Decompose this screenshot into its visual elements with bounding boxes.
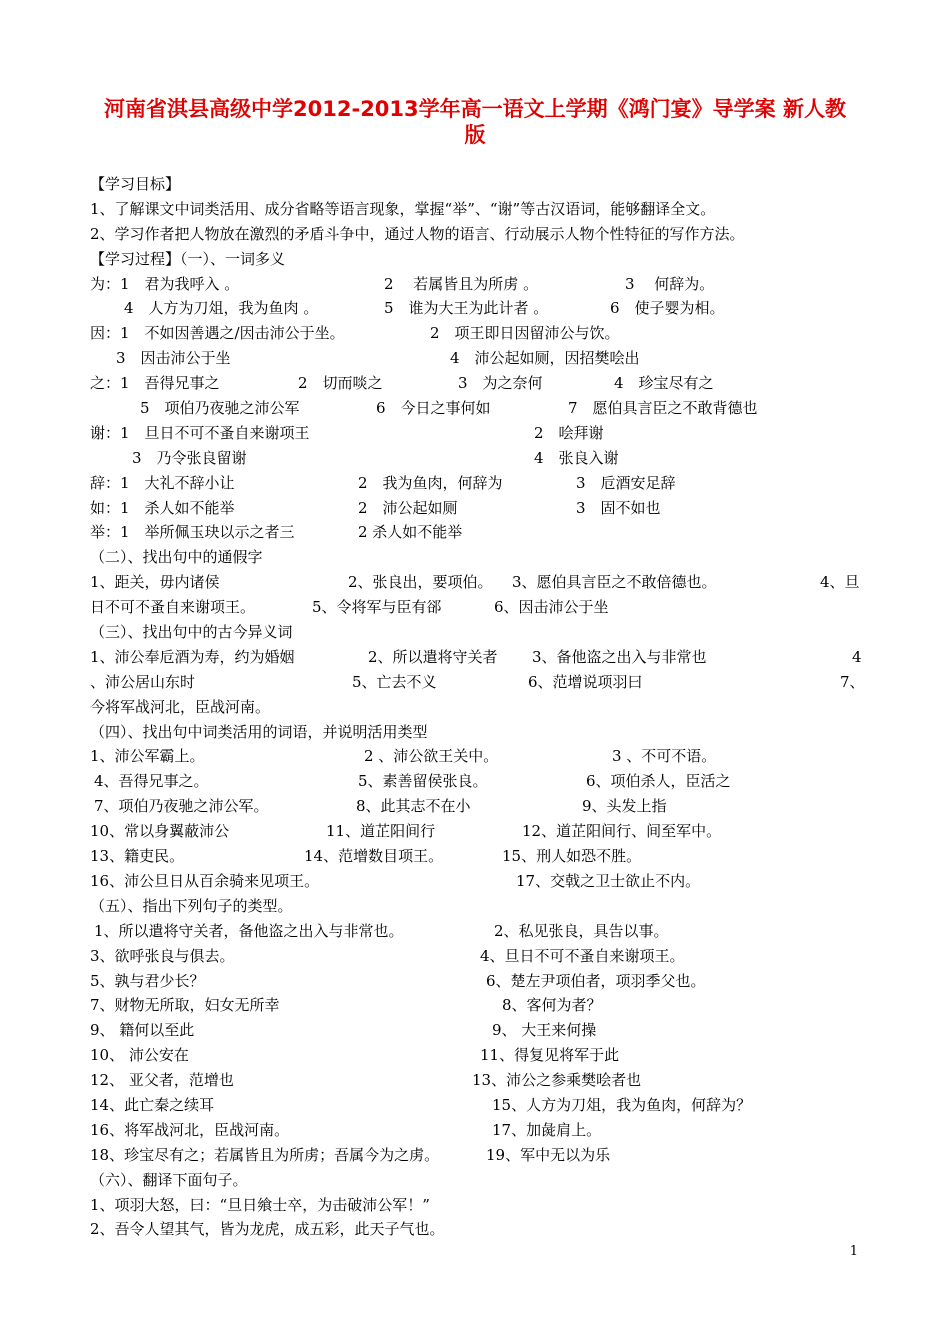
polysemy-item: 3 乃令张良留谢 bbox=[132, 448, 247, 467]
exercise-item: 11、道芷阳间行 bbox=[326, 822, 436, 841]
polysemy-item: 2 杀人如不能举 bbox=[358, 523, 463, 542]
exercise-item: 16、将军战河北，臣战河南。 bbox=[90, 1120, 290, 1139]
exercise-row bbox=[90, 1068, 862, 1093]
polysemy-row bbox=[90, 446, 862, 471]
polysemy-item: 2 切而啖之 bbox=[298, 374, 383, 393]
exercise-row bbox=[90, 819, 862, 844]
section-heading bbox=[90, 1168, 862, 1193]
polysemy-row bbox=[90, 421, 862, 446]
exercise-row bbox=[90, 670, 865, 695]
polysemy-item: 2 若属皆且为所虏 。 bbox=[384, 274, 539, 293]
exercise-item: 1、距关，毋内诸侯 bbox=[90, 573, 220, 592]
exercise-row bbox=[90, 595, 862, 620]
polysemy-row bbox=[90, 471, 862, 496]
polysemy-item: 2 哙拜谢 bbox=[534, 423, 604, 442]
polysemy-item: 3 固不如也 bbox=[576, 498, 661, 517]
exercise-item: 7、项伯乃夜驰之沛公军。 bbox=[94, 797, 269, 816]
fanyi-heading: （六）、翻译下面句子。 bbox=[90, 1170, 248, 1189]
exercise-item: 17、交戟之卫士欲止不内。 bbox=[516, 871, 701, 890]
title-line-2: 版 bbox=[464, 123, 486, 147]
exercise-row bbox=[90, 1043, 862, 1068]
exercise-item: 10、 沛公安在 bbox=[90, 1046, 189, 1065]
exercise-item: 7、 bbox=[840, 672, 865, 691]
polysemy-item: 2 沛公起如厕 bbox=[358, 498, 458, 517]
polysemy-item: 7 愿伯具言臣之不敢背德也 bbox=[568, 399, 758, 418]
polysemy-item: 为：1 君为我呼入 。 bbox=[90, 274, 240, 293]
exercise-item: 3、备他盗之出入与非常也 bbox=[532, 647, 707, 666]
exercise-item: 9、 籍何以至此 bbox=[90, 1021, 195, 1040]
exercise-item: 2、吾令人望其气，皆为龙虎，成五彩，此天子气也。 bbox=[90, 1220, 445, 1239]
polysemy-row bbox=[90, 296, 862, 321]
exercise-item: 2、张良出，要项伯。 bbox=[348, 573, 493, 592]
polysemy-row bbox=[90, 396, 862, 421]
polysemy-row bbox=[90, 371, 862, 396]
exercise-row bbox=[90, 794, 862, 819]
exercise-item: 15、刑人如恐不胜。 bbox=[502, 847, 642, 866]
exercise-item: 2、所以遣将守关者 bbox=[368, 647, 498, 666]
exercise-item: 5、素善留侯张良。 bbox=[358, 772, 488, 791]
exercise-item: 4、吾得兄事之。 bbox=[94, 772, 209, 791]
document-title bbox=[82, 96, 868, 148]
polysemy-item: 举：1 举所佩玉玦以示之者三 bbox=[90, 523, 295, 542]
polysemy-item: 6 今日之事何如 bbox=[376, 399, 491, 418]
polysemy-item: 6 使子婴为相。 bbox=[610, 299, 725, 318]
exercise-row bbox=[90, 869, 862, 894]
polysemy-item: 2 项王即日因留沛公与饮。 bbox=[430, 324, 620, 343]
section-heading bbox=[90, 894, 862, 919]
exercise-item: 日不可不蚤自来谢项王。 bbox=[90, 598, 256, 617]
polysemy-item: 谢：1 旦日不可不蚤自来谢项王 bbox=[90, 423, 310, 442]
section-heading bbox=[90, 720, 862, 745]
exercise-item: 6、项伯杀人，臣活之 bbox=[586, 772, 731, 791]
exercise-item: 17、加彘肩上。 bbox=[492, 1120, 602, 1139]
exercise-item: 13、沛公之参乘樊哙者也 bbox=[472, 1071, 642, 1090]
exercise-row bbox=[90, 645, 862, 670]
objective-1: 1、了解课文中词类活用、成分省略等语言现象，掌握“举”、“谢”等古汉语词，能够翻译全文。 bbox=[90, 199, 716, 218]
objective-line bbox=[90, 222, 862, 247]
exercise-item: 6、楚左尹项伯者，项羽季父也。 bbox=[486, 971, 706, 990]
polysemy-row bbox=[90, 496, 862, 521]
exercise-item: 9、 大王来何操 bbox=[492, 1021, 597, 1040]
exercise-item: 16、沛公旦日从百余骑来见项王。 bbox=[90, 871, 320, 890]
polysemy-row bbox=[90, 520, 862, 545]
exercise-row bbox=[90, 993, 862, 1018]
polysemy-row bbox=[90, 272, 862, 297]
exercise-row bbox=[90, 844, 862, 869]
exercise-item: 1、项羽大怒，曰：“旦日飨士卒，为击破沛公军！” bbox=[90, 1195, 430, 1214]
exercise-row bbox=[90, 944, 862, 969]
exercise-item: 12、道芷阳间行、间至军中。 bbox=[522, 822, 722, 841]
exercise-item: 11、得复见将军于此 bbox=[480, 1046, 620, 1065]
exercise-row bbox=[90, 769, 862, 794]
exercise-row bbox=[90, 1118, 862, 1143]
exercise-item: 2、私见张良，具告以事。 bbox=[494, 921, 669, 940]
exercise-row bbox=[90, 919, 862, 944]
exercise-item: 14、此亡秦之续耳 bbox=[90, 1095, 215, 1114]
exercise-item: 1、所以遣将守关者，备他盗之出入与非常也。 bbox=[94, 921, 404, 940]
exercise-item: 1、沛公军霸上。 bbox=[90, 747, 205, 766]
exercise-row bbox=[90, 1193, 862, 1218]
polysemy-item: 因：1 不如因善遇之/因击沛公于坐。 bbox=[90, 324, 345, 343]
polysemy-item: 之：1 吾得兄事之 bbox=[90, 374, 220, 393]
exercise-item: 8、客何为者？ bbox=[502, 996, 602, 1015]
polysemy-item: 4 沛公起如厕，因招樊哙出 bbox=[450, 349, 640, 368]
polysemy-item: 4 人方为刀俎，我为鱼肉 。 bbox=[124, 299, 319, 318]
page-number: 1 bbox=[849, 1244, 858, 1259]
exercise-item: 6、范增说项羽曰 bbox=[528, 672, 643, 691]
section-heading bbox=[90, 545, 862, 570]
exercise-item: 5、孰与君少长？ bbox=[90, 971, 205, 990]
exercise-row bbox=[90, 1018, 862, 1043]
polysemy-item: 2 我为鱼肉，何辞为 bbox=[358, 473, 503, 492]
exercise-item: 5、亡去不义 bbox=[352, 672, 437, 691]
jushi-heading: （五）、指出下列句子的类型。 bbox=[90, 896, 293, 915]
exercise-item: 5、令将军与臣有郤 bbox=[312, 598, 442, 617]
polysemy-item: 5 谁为大王为此计者 。 bbox=[384, 299, 549, 318]
tongjia-heading: （二）、找出句中的通假字 bbox=[90, 548, 263, 567]
exercise-item: 14、范增数目项王。 bbox=[304, 847, 444, 866]
exercise-row bbox=[90, 1217, 862, 1242]
objectives-heading-text: 【学习目标】 bbox=[90, 175, 181, 193]
polysemy-item: 3 因击沛公于坐 bbox=[116, 349, 231, 368]
exercise-row bbox=[90, 1093, 862, 1118]
exercise-row bbox=[90, 570, 862, 595]
exercise-item: 6、因击沛公于坐 bbox=[494, 598, 609, 617]
title-line-1: 河南省淇县高级中学2012-2013学年高一语文上学期《鸿门宴》导学案 新人教 bbox=[104, 97, 846, 121]
exercise-item: 4 bbox=[852, 647, 862, 666]
process-heading-text: 【学习过程】（一）、一词多义 bbox=[90, 249, 286, 268]
polysemy-item: 5 项伯乃夜驰之沛公军 bbox=[140, 399, 300, 418]
process-heading bbox=[90, 247, 862, 272]
polysemy-item: 4 张良入谢 bbox=[534, 448, 619, 467]
section-heading bbox=[90, 620, 862, 645]
exercise-item: 13、籍吏民。 bbox=[90, 847, 185, 866]
polysemy-item: 3 为之奈何 bbox=[458, 374, 543, 393]
objective-line bbox=[90, 197, 862, 222]
exercise-item: 、沛公居山东时 bbox=[90, 672, 196, 691]
polysemy-item: 4 珍宝尽有之 bbox=[614, 374, 714, 393]
exercise-row bbox=[90, 744, 862, 769]
exercise-item: 8、此其志不在小 bbox=[356, 797, 471, 816]
polysemy-row bbox=[90, 346, 862, 371]
exercise-item: 12、 亚父者，范增也 bbox=[90, 1071, 234, 1090]
exercise-item: 15、人方为刀俎，我为鱼肉，何辞为？ bbox=[492, 1095, 752, 1114]
exercise-row bbox=[90, 695, 862, 720]
exercise-item: 1、沛公奉卮酒为寿，约为婚姻 bbox=[90, 647, 295, 666]
polysemy-item: 辞：1 大礼不辞小让 bbox=[90, 473, 235, 492]
exercise-item: 3 、不可不语。 bbox=[612, 747, 717, 766]
exercise-item: 4、旦日不可不蚤自来谢项王。 bbox=[480, 946, 685, 965]
exercise-row bbox=[90, 1143, 862, 1168]
exercise-item: 10、常以身翼蔽沛公 bbox=[90, 822, 230, 841]
exercise-item: 19、军中无以为乐 bbox=[486, 1145, 611, 1164]
exercise-item: 9、头发上指 bbox=[582, 797, 667, 816]
exercise-item: 3、愿伯具言臣之不敢倍德也。 bbox=[512, 573, 717, 592]
polysemy-row bbox=[90, 321, 862, 346]
objectives-heading bbox=[90, 172, 862, 197]
gujin-heading: （三）、找出句中的古今异义词 bbox=[90, 623, 293, 642]
exercise-item: 3、欲呼张良与俱去。 bbox=[90, 946, 235, 965]
exercise-item: 2 、沛公欲王关中。 bbox=[364, 747, 499, 766]
document-body bbox=[90, 172, 865, 1242]
exercise-item: 7、财物无所取，妇女无所幸 bbox=[90, 996, 280, 1015]
exercise-item: 18、珍宝尽有之；若属皆且为所虏；吾属今为之虏。 bbox=[90, 1145, 440, 1164]
exercise-item: 4、旦 bbox=[820, 573, 860, 592]
objective-2: 2、学习作者把人物放在激烈的矛盾斗争中，通过人物的语言、行动展示人物个性特征的写作方法。 bbox=[90, 224, 745, 243]
huoyong-heading: （四）、找出句中词类活用的词语，并说明活用类型 bbox=[90, 722, 428, 741]
exercise-row bbox=[90, 969, 862, 994]
polysemy-item: 如：1 杀人如不能举 bbox=[90, 498, 235, 517]
polysemy-item: 3 何辞为。 bbox=[625, 274, 715, 293]
exercise-item: 今将军战河北，臣战河南。 bbox=[90, 697, 271, 716]
polysemy-item: 3 卮酒安足辞 bbox=[576, 473, 676, 492]
